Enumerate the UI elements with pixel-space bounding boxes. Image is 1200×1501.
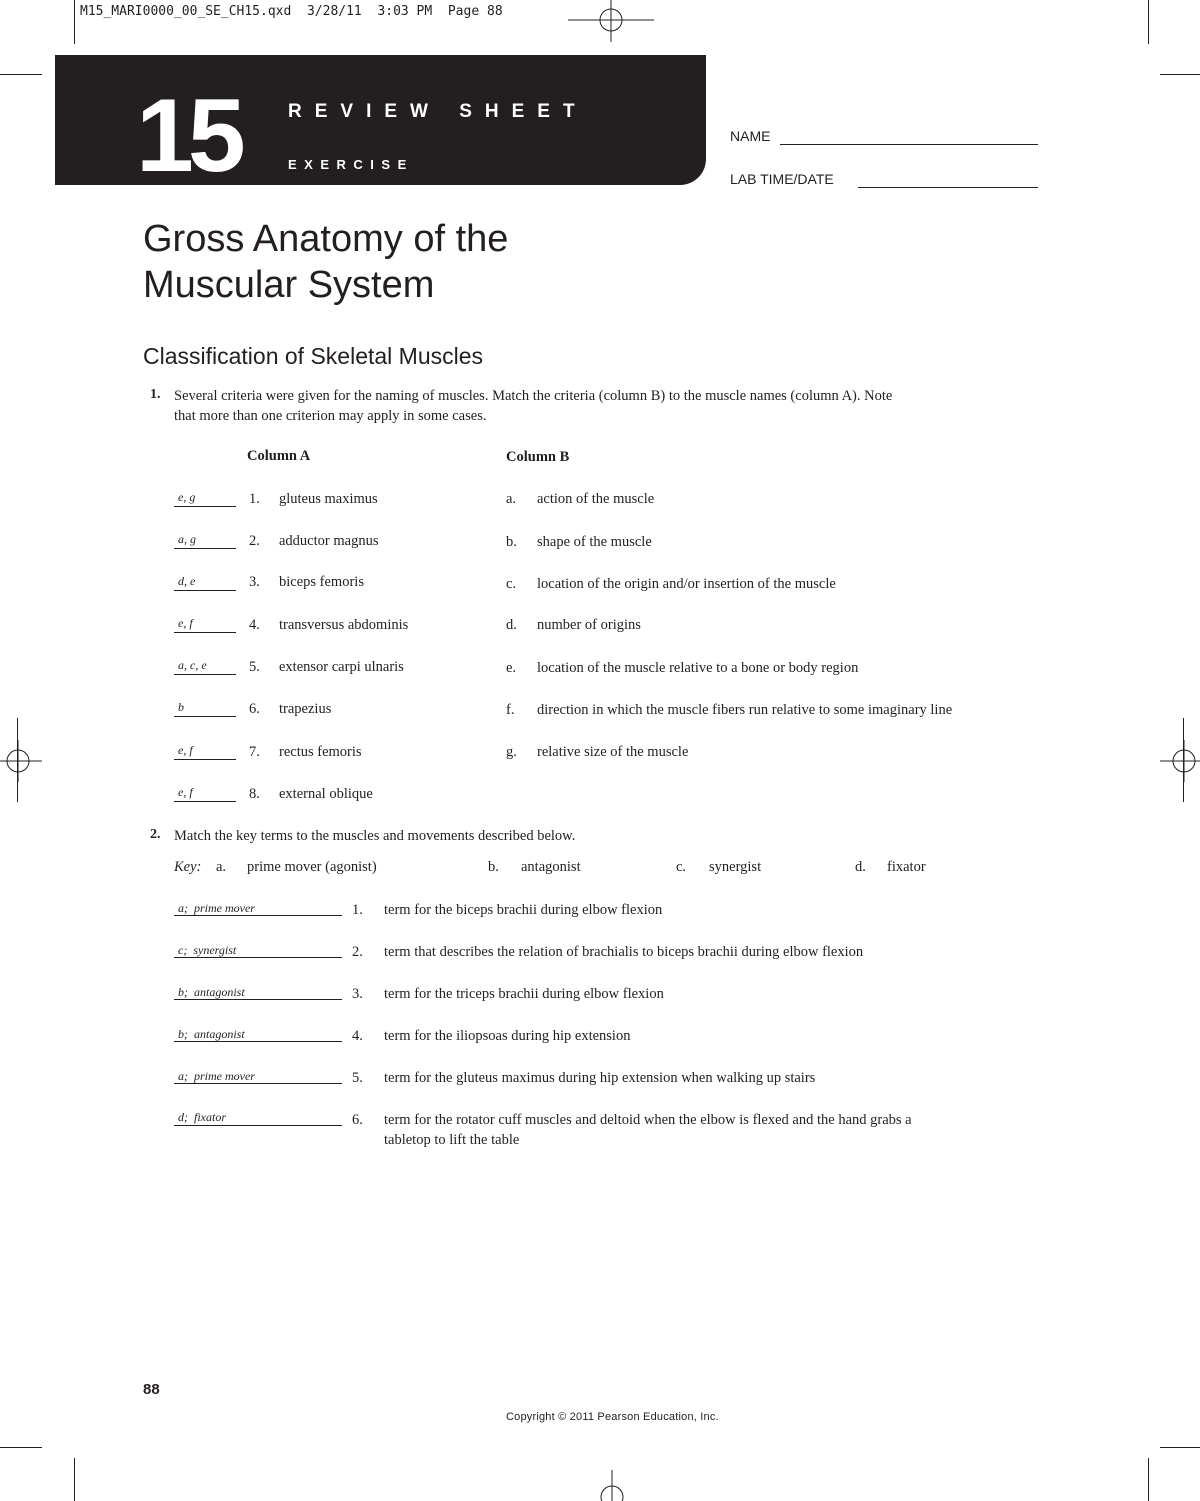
item-text: term for the rotator cuff muscles and deltoid when the elbow is flexed and the hand grabs a (384, 1112, 912, 1128)
muscle-number: 1. (249, 491, 260, 507)
answer-text[interactable]: e, f (178, 785, 193, 799)
item-text: term for the iliopsoas during hip extension (384, 1028, 631, 1044)
labtime-field[interactable] (858, 187, 1038, 188)
item-number: 3. (352, 986, 363, 1002)
name-field[interactable] (780, 144, 1038, 145)
item-number: 2. (352, 944, 363, 960)
criterion-letter: f. (506, 702, 515, 718)
review-sheet-label: REVIEW SHEET (288, 101, 588, 122)
answer-text[interactable]: a; prime mover (178, 1069, 255, 1083)
muscle-name: adductor magnus (279, 533, 379, 549)
muscle-name: external oblique (279, 786, 373, 802)
item-number: 4. (352, 1028, 363, 1044)
item-text: term for the gluteus maximus during hip extension when walking up stairs (384, 1070, 816, 1086)
muscle-name: biceps femoris (279, 574, 364, 590)
key-term: prime mover (agonist) (247, 859, 377, 875)
q1-number: 1. (150, 387, 161, 402)
column-b-header: Column B (506, 449, 570, 465)
answer-line (174, 999, 342, 1000)
section-title: Classification of Skeletal Muscles (143, 343, 484, 369)
item-text: term for the triceps brachii during elbow flexion (384, 986, 664, 1002)
item-text-continued: tabletop to lift the table (384, 1132, 520, 1148)
criterion-letter: b. (506, 534, 517, 550)
answer-text[interactable]: b (178, 700, 184, 714)
name-label: NAME (730, 128, 771, 144)
q2-number: 2. (150, 827, 161, 842)
registration-mark-top-icon (568, 0, 654, 42)
criterion-text: number of origins (537, 617, 641, 633)
answer-line (174, 957, 342, 958)
answer-line (174, 548, 236, 549)
item-number: 6. (352, 1112, 363, 1128)
key-term: antagonist (521, 859, 581, 875)
key-letter: d. (855, 859, 866, 875)
answer-text[interactable]: d; fixator (178, 1110, 226, 1124)
answer-line (174, 1083, 342, 1084)
muscle-name: trapezius (279, 701, 332, 717)
criterion-text: action of the muscle (537, 491, 655, 507)
item-number: 5. (352, 1070, 363, 1086)
q2-text: Match the key terms to the muscles and movements described below. (174, 828, 576, 844)
key-letter: b. (488, 859, 499, 875)
answer-text[interactable]: d, e (178, 574, 196, 588)
page-title-line2: Muscular System (143, 264, 435, 306)
key-term: fixator (887, 859, 926, 875)
answer-text[interactable]: e, f (178, 743, 193, 757)
criterion-text: direction in which the muscle fibers run relative to some imaginary line (537, 702, 953, 718)
answer-line (174, 674, 236, 675)
criterion-text: relative size of the muscle (537, 744, 689, 760)
muscle-name: gluteus maximus (279, 491, 378, 507)
criterion-letter: c. (506, 576, 517, 592)
answer-line (174, 801, 236, 802)
muscle-number: 4. (249, 617, 260, 633)
criterion-letter: a. (506, 491, 517, 507)
answer-text[interactable]: a, g (178, 532, 196, 546)
copyright-notice: Copyright © 2011 Pearson Education, Inc. (506, 1411, 719, 1423)
labtime-label: LAB TIME/DATE (730, 171, 834, 187)
q1-text-line1: Several criteria were given for the naming of muscles. Match the criteria (column B) to the muscle names (column A). Note (174, 388, 893, 404)
key-term: synergist (709, 859, 762, 875)
print-slug: M15_MARI0000_00_SE_CH15.qxd 3/28/11 3:03 PM Page 88 (80, 4, 503, 19)
column-a-header: Column A (247, 448, 311, 464)
answer-line (174, 506, 236, 507)
criterion-text: shape of the muscle (537, 534, 652, 550)
answer-line (174, 716, 236, 717)
exercise-label: EXERCISE (288, 157, 414, 172)
answer-line (174, 1041, 342, 1042)
item-text: term for the biceps brachii during elbow flexion (384, 902, 663, 918)
q1-text (174, 386, 892, 426)
page-title (143, 216, 508, 308)
criterion-text: location of the origin and/or insertion of the muscle (537, 576, 836, 592)
item-text: term that describes the relation of brachialis to biceps brachii during elbow flexion (384, 944, 864, 960)
key-letter: c. (676, 859, 687, 875)
muscle-name: rectus femoris (279, 744, 362, 760)
answer-line (174, 759, 236, 760)
muscle-number: 7. (249, 744, 260, 760)
item-number: 1. (352, 902, 363, 918)
muscle-number: 8. (249, 786, 260, 802)
muscle-number: 2. (249, 533, 260, 549)
answer-line (174, 1125, 342, 1126)
registration-mark-left-icon (0, 740, 42, 782)
page-number: 88 (143, 1381, 160, 1398)
key-letter: a. (216, 859, 227, 875)
exercise-number: 15 (136, 78, 240, 194)
registration-mark-bottom-icon (590, 1470, 634, 1501)
muscle-name: extensor carpi ulnaris (279, 659, 404, 675)
criterion-letter: e. (506, 660, 517, 676)
criterion-letter: g. (506, 744, 517, 760)
answer-text[interactable]: e, f (178, 616, 193, 630)
answer-text[interactable]: b; antagonist (178, 1027, 245, 1041)
answer-text[interactable]: c; synergist (178, 943, 237, 957)
page-title-line1: Gross Anatomy of the (143, 218, 509, 260)
answer-line (174, 632, 236, 633)
answer-text[interactable]: a; prime mover (178, 901, 255, 915)
muscle-number: 3. (249, 574, 260, 590)
muscle-name: transversus abdominis (279, 617, 409, 633)
answer-text[interactable]: b; antagonist (178, 985, 245, 999)
muscle-number: 5. (249, 659, 260, 675)
muscle-number: 6. (249, 701, 260, 717)
criterion-text: location of the muscle relative to a bone or body region (537, 660, 859, 676)
answer-line (174, 915, 342, 916)
answer-text[interactable]: e, g (178, 490, 196, 504)
registration-mark-right-icon (1160, 740, 1200, 782)
q1-text-line2: that more than one criterion may apply in some cases. (174, 408, 487, 424)
criterion-letter: d. (506, 617, 517, 633)
key-label: Key: (174, 859, 202, 875)
answer-text[interactable]: a, c, e (178, 658, 207, 672)
answer-line (174, 590, 236, 591)
